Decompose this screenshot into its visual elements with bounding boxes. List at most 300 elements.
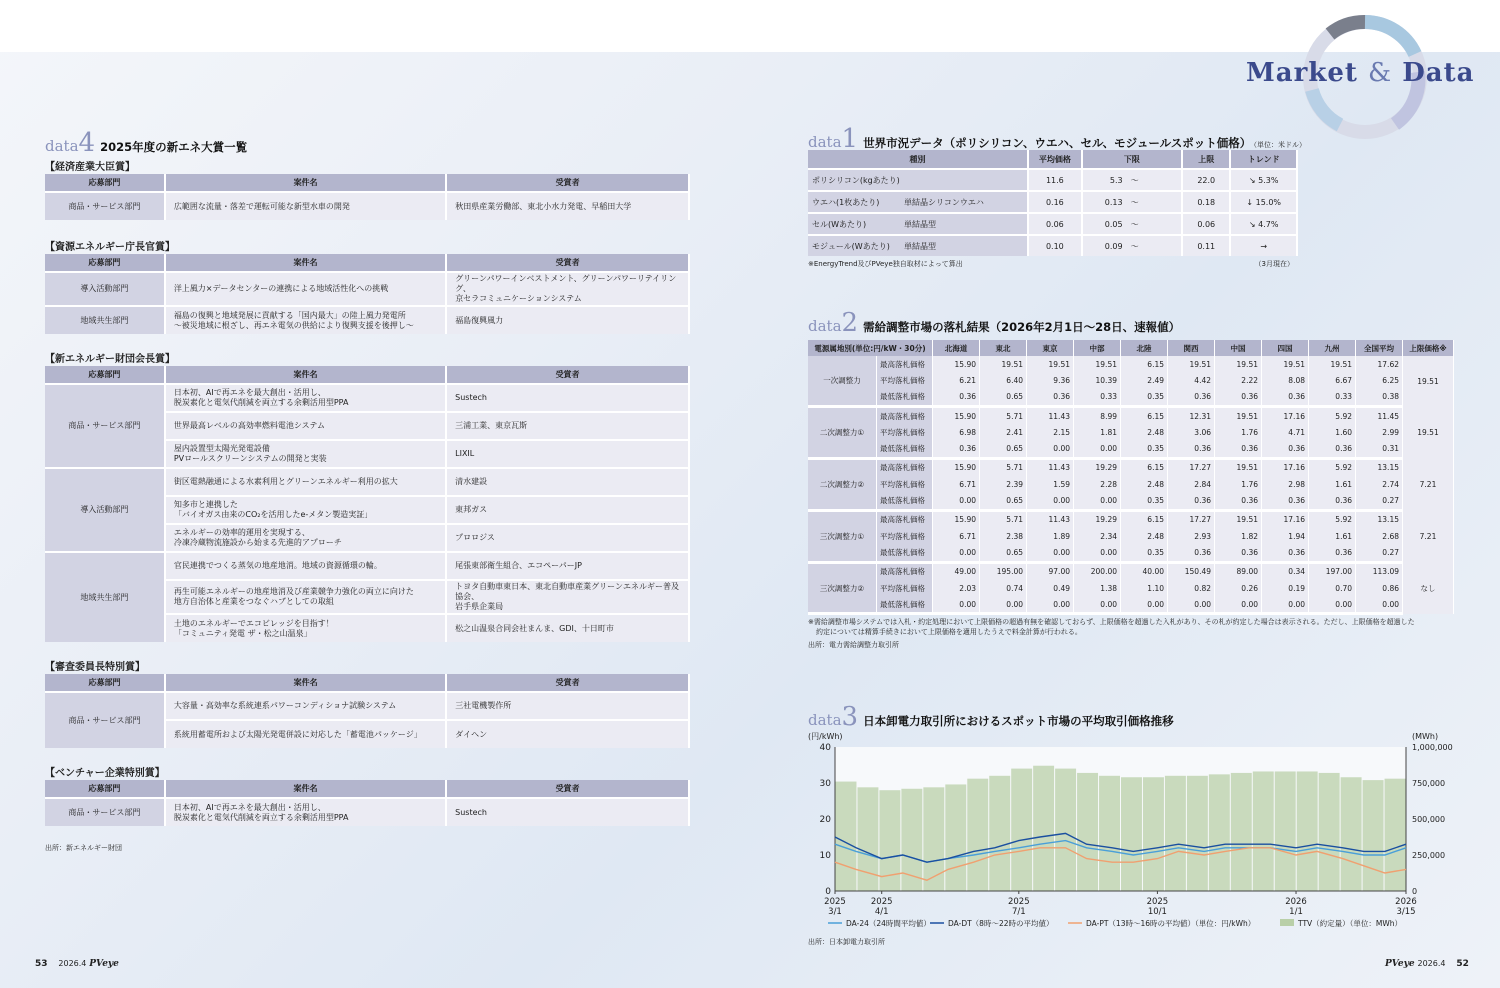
avg-cell: 0.06 bbox=[1028, 213, 1081, 235]
award-project bbox=[165, 692, 446, 720]
market-row bbox=[808, 580, 1454, 596]
price-value: 6.25 bbox=[1356, 372, 1403, 388]
high-cell: 0.18 bbox=[1182, 191, 1230, 213]
spot-price-row bbox=[808, 213, 1297, 235]
price-value: 2.48 bbox=[1121, 528, 1168, 544]
data4-source: 出所：新エネルギー財団 bbox=[45, 844, 122, 852]
award-table bbox=[45, 780, 690, 826]
price-value: 0.65 bbox=[980, 492, 1027, 510]
price-value: 2.48 bbox=[1121, 476, 1168, 492]
data1-label: data1 bbox=[808, 124, 859, 154]
price-value: 0.36 bbox=[1215, 389, 1262, 407]
ttv-bar bbox=[1011, 769, 1032, 891]
y2-tick-label: 1,000,000 bbox=[1412, 743, 1453, 752]
low-value: 5.3 bbox=[1109, 175, 1123, 185]
price-value: 15.90 bbox=[933, 406, 980, 424]
ttv-bar bbox=[923, 787, 944, 891]
market-row bbox=[808, 406, 1454, 424]
data2-note2: 約定については精算手続きにおいて上限価格を適用したうえで料金計算が行われる。 bbox=[816, 628, 1082, 637]
ttv-bar bbox=[1231, 773, 1252, 891]
market-row bbox=[808, 476, 1454, 492]
price-value: 0.00 bbox=[933, 544, 980, 562]
x-tick-year: 2025 bbox=[1146, 897, 1169, 907]
project-line: 「コミュニティ発電 ザ・松之山温泉」 bbox=[173, 628, 312, 638]
price-value: 0.36 bbox=[1262, 389, 1309, 407]
award-project bbox=[165, 524, 446, 552]
data2-section bbox=[808, 308, 1458, 650]
price-value: 0.00 bbox=[933, 492, 980, 510]
price-value: 15.90 bbox=[933, 510, 980, 528]
price-value: 15.90 bbox=[933, 356, 980, 372]
price-label: 最高落札価格 bbox=[877, 458, 933, 476]
price-value: 0.35 bbox=[1121, 544, 1168, 562]
price-value: 0.00 bbox=[1074, 492, 1121, 510]
spot-price-row bbox=[808, 235, 1297, 256]
spot-price-row bbox=[808, 191, 1297, 213]
price-value: 10.39 bbox=[1074, 372, 1121, 388]
price-value: 0.36 bbox=[1215, 440, 1262, 458]
region-header: 北海道 bbox=[933, 340, 980, 356]
brand-right: PVeye bbox=[1385, 959, 1415, 969]
award-row bbox=[45, 798, 689, 826]
market-row bbox=[808, 596, 1454, 614]
price-value: 19.29 bbox=[1074, 458, 1121, 476]
project-line: 大容量・高効率な系統連系パワーコンディショナ試験システム bbox=[173, 701, 397, 710]
item-name: ポリシリコン(kgあたり) bbox=[812, 175, 900, 185]
price-value: 19.51 bbox=[1215, 356, 1262, 372]
winner-line: ダイヘン bbox=[455, 729, 488, 739]
price-value: 0.00 bbox=[1356, 596, 1403, 614]
y2-tick-label: 250,000 bbox=[1412, 851, 1446, 860]
region-header: 上限価格※ bbox=[1403, 340, 1454, 356]
price-value: 2.98 bbox=[1262, 476, 1309, 492]
y-tick-label: 40 bbox=[819, 743, 831, 753]
project-line: 再生可能エネルギーの地産地消及び産業競争力強化の両立に向けた bbox=[173, 587, 414, 596]
price-value: 0.36 bbox=[1309, 492, 1356, 510]
ttv-bar bbox=[1077, 773, 1098, 891]
award-list bbox=[45, 158, 690, 838]
price-value: 1.76 bbox=[1215, 424, 1262, 440]
price-value: 0.65 bbox=[980, 440, 1027, 458]
data4-section bbox=[45, 128, 690, 853]
price-value: 19.51 bbox=[980, 356, 1027, 372]
award-row bbox=[45, 552, 689, 580]
award-table bbox=[45, 366, 690, 642]
award-project bbox=[165, 720, 446, 748]
x-tick-date: 3/1 bbox=[828, 907, 842, 917]
price-value: 11.45 bbox=[1356, 406, 1403, 424]
kind-cell bbox=[808, 191, 1028, 213]
item-name: セル(Wあたり) bbox=[812, 219, 867, 229]
price-value: 19.51 bbox=[1262, 356, 1309, 372]
kind-cell bbox=[808, 169, 1028, 191]
y-tick-label: 30 bbox=[819, 779, 831, 789]
price-label: 平均落札価格 bbox=[877, 528, 933, 544]
award-winner bbox=[446, 580, 689, 614]
price-value: 0.00 bbox=[1121, 596, 1168, 614]
award-category: 導入活動部門 bbox=[45, 468, 165, 552]
award-col-header: 応募部門 bbox=[45, 254, 165, 272]
project-line: 福島の復興と地域発展に貢献する「国内最大」の陸上風力発電所 bbox=[173, 310, 406, 320]
price-label: 平均落札価格 bbox=[877, 476, 933, 492]
award-category: 地域共生部門 bbox=[45, 552, 165, 642]
trend-cell: → bbox=[1230, 235, 1297, 256]
avg-cell: 11.6 bbox=[1028, 169, 1081, 191]
legend-label: TTV（約定量）（単位：MWh） bbox=[1298, 919, 1403, 928]
ttv-bar bbox=[1363, 780, 1384, 891]
price-value: 0.00 bbox=[1074, 544, 1121, 562]
ttv-bar bbox=[1099, 776, 1120, 891]
award-col-header: 案件名 bbox=[165, 254, 446, 272]
upper-price: 7.21 bbox=[1403, 458, 1454, 510]
ttv-bar bbox=[1275, 771, 1296, 891]
award-project bbox=[165, 440, 446, 468]
legend-label: DA-PT（13時～16時の平均値）（単位：円/kWh） bbox=[1086, 919, 1256, 928]
winner-line: 尾張東部衛生組合、エコペーパーJP bbox=[455, 561, 582, 570]
award-title: 【ベンチャー企業特別賞】 bbox=[45, 768, 165, 779]
price-label: 最高落札価格 bbox=[877, 562, 933, 580]
price-label: 最低落札価格 bbox=[877, 389, 933, 407]
price-value: 0.35 bbox=[1121, 440, 1168, 458]
ttv-bar bbox=[945, 784, 966, 891]
price-value: 0.35 bbox=[1121, 492, 1168, 510]
award-col-header: 応募部門 bbox=[45, 174, 165, 192]
price-value: 0.00 bbox=[1027, 492, 1074, 510]
market-row bbox=[808, 510, 1454, 528]
high-cell: 0.11 bbox=[1182, 235, 1230, 256]
kind-cell bbox=[808, 213, 1028, 235]
award-col-header: 受賞者 bbox=[446, 674, 689, 692]
winner-line: Sustech bbox=[455, 393, 487, 402]
project-line: 土地のエネルギーでエコビレッジを目指す！ bbox=[173, 618, 334, 628]
award-col-header: 受賞者 bbox=[446, 174, 689, 192]
price-value: 0.19 bbox=[1262, 580, 1309, 596]
data1-section bbox=[808, 124, 1306, 273]
price-value: 2.99 bbox=[1356, 424, 1403, 440]
project-line: 街区電熱融通による水素利用とグリーンエネルギー利用の拡大 bbox=[173, 477, 398, 486]
award-title: 【経済産業大臣賞】 bbox=[45, 162, 135, 173]
upper-price: 19.51 bbox=[1403, 406, 1454, 458]
range-cell bbox=[1082, 169, 1182, 191]
price-value: 17.27 bbox=[1168, 458, 1215, 476]
price-value: 0.36 bbox=[1262, 544, 1309, 562]
award-project bbox=[165, 412, 446, 440]
award-col-header: 受賞者 bbox=[446, 254, 689, 272]
y2-tick-label: 750,000 bbox=[1412, 779, 1446, 788]
price-value: 11.43 bbox=[1027, 458, 1074, 476]
price-value: 0.65 bbox=[980, 544, 1027, 562]
price-value: 0.27 bbox=[1356, 492, 1403, 510]
legend-swatch bbox=[1280, 919, 1294, 926]
price-value: 15.90 bbox=[933, 458, 980, 476]
price-value: 19.51 bbox=[1215, 458, 1262, 476]
price-value: 6.71 bbox=[933, 476, 980, 492]
award-table bbox=[45, 254, 690, 334]
price-value: 0.00 bbox=[1074, 596, 1121, 614]
award-category: 地域共生部門 bbox=[45, 306, 165, 334]
price-value: 150.49 bbox=[1168, 562, 1215, 580]
jepx-price-chart bbox=[800, 728, 1460, 950]
award-project bbox=[165, 552, 446, 580]
col-avg: 平均価格 bbox=[1028, 150, 1081, 169]
price-value: 1.59 bbox=[1027, 476, 1074, 492]
ttv-bar bbox=[1385, 779, 1406, 891]
price-label: 最高落札価格 bbox=[877, 356, 933, 372]
price-value: 0.33 bbox=[1309, 389, 1356, 407]
price-value: 6.15 bbox=[1121, 356, 1168, 372]
data3-source: 出所：日本卸電力取引所 bbox=[808, 938, 885, 946]
price-value: 17.16 bbox=[1262, 458, 1309, 476]
range-cell bbox=[1082, 213, 1182, 235]
col-trend: トレンド bbox=[1230, 150, 1297, 169]
winner-line: 清水建設 bbox=[455, 477, 488, 486]
price-value: 0.36 bbox=[1168, 389, 1215, 407]
project-line: 日本初、AIで再エネを最大創出・活用し、 bbox=[173, 388, 326, 397]
y-tick-label: 20 bbox=[819, 815, 831, 825]
page-number-left: 53 bbox=[35, 959, 48, 969]
footer-left bbox=[35, 959, 119, 969]
award-winner bbox=[446, 192, 689, 220]
price-value: 6.98 bbox=[933, 424, 980, 440]
price-value: 49.00 bbox=[933, 562, 980, 580]
award-title: 【資源エネルギー庁長官賞】 bbox=[45, 242, 175, 253]
price-label: 最低落札価格 bbox=[877, 440, 933, 458]
price-value: 6.15 bbox=[1121, 406, 1168, 424]
price-value: 0.36 bbox=[1168, 492, 1215, 510]
price-value: 19.29 bbox=[1074, 510, 1121, 528]
price-value: 0.00 bbox=[1027, 596, 1074, 614]
price-value: 13.15 bbox=[1356, 510, 1403, 528]
winner-line: 京セラコミュニケーションシステム bbox=[455, 294, 582, 303]
kind-cell bbox=[808, 235, 1028, 256]
price-value: 0.34 bbox=[1262, 562, 1309, 580]
x-tick-year: 2025 bbox=[824, 897, 846, 907]
price-value: 2.15 bbox=[1027, 424, 1074, 440]
price-value: 2.28 bbox=[1074, 476, 1121, 492]
award-winner bbox=[446, 552, 689, 580]
price-value: 6.67 bbox=[1309, 372, 1356, 388]
winner-line: プロロジス bbox=[455, 533, 495, 542]
price-value: 19.51 bbox=[1074, 356, 1121, 372]
data3-label: data3 bbox=[808, 702, 859, 732]
x-tick-date: 7/1 bbox=[1011, 907, 1026, 917]
award-winner bbox=[446, 440, 689, 468]
region-header: 北陸 bbox=[1121, 340, 1168, 356]
y2-tick-label: 500,000 bbox=[1412, 815, 1446, 824]
group-name: 三次調整力② bbox=[819, 583, 865, 593]
award-category: 導入活動部門 bbox=[45, 272, 165, 306]
price-value: 0.36 bbox=[1027, 389, 1074, 407]
project-line: 日本初、AIで再エネを最大創出・活用し、 bbox=[173, 802, 326, 812]
price-value: 0.00 bbox=[1027, 440, 1074, 458]
col-low: 下限 bbox=[1082, 150, 1182, 169]
low-value: 0.09 bbox=[1104, 241, 1123, 251]
price-value: 2.93 bbox=[1168, 528, 1215, 544]
avg-cell: 0.16 bbox=[1028, 191, 1081, 213]
market-row bbox=[808, 544, 1454, 562]
price-value: 1.89 bbox=[1027, 528, 1074, 544]
price-label: 最低落札価格 bbox=[877, 492, 933, 510]
page-number-right: 52 bbox=[1456, 959, 1469, 969]
award-col-header: 応募部門 bbox=[45, 780, 165, 798]
x-tick-date: 3/15 bbox=[1396, 907, 1416, 917]
price-value: 2.39 bbox=[980, 476, 1027, 492]
data1-note: ※EnergyTrend及びPVeye独自取材によって算出 bbox=[808, 260, 963, 268]
tilde: ～ bbox=[1130, 175, 1139, 185]
winner-line: トヨタ自動車東日本、東北自動車産業グリーンエネルギー普及協会、 bbox=[455, 582, 679, 601]
award-project bbox=[165, 384, 446, 412]
region-header: 九州 bbox=[1309, 340, 1356, 356]
project-line: PVロールスクリーンシステムの開発と実装 bbox=[173, 454, 327, 463]
group-name: 二次調整力① bbox=[819, 427, 865, 437]
award-row bbox=[45, 306, 689, 334]
award-row bbox=[45, 192, 689, 220]
price-value: 2.03 bbox=[933, 580, 980, 596]
ttv-bar bbox=[989, 776, 1010, 891]
spot-price-row bbox=[808, 169, 1297, 191]
price-value: 0.00 bbox=[980, 596, 1027, 614]
winner-line: 岩手県企業局 bbox=[455, 602, 504, 611]
ttv-bar bbox=[1319, 773, 1340, 891]
data4-heading bbox=[45, 128, 690, 158]
x-tick-year: 2026 bbox=[1285, 897, 1307, 907]
data1-asof: （3月現在） bbox=[1254, 260, 1294, 268]
price-value: 0.00 bbox=[933, 596, 980, 614]
award-winner bbox=[446, 798, 689, 826]
market-group bbox=[808, 356, 877, 406]
price-value: 1.61 bbox=[1309, 528, 1356, 544]
price-value: 0.36 bbox=[933, 440, 980, 458]
winner-line: Sustech bbox=[455, 807, 487, 817]
price-label: 平均落札価格 bbox=[877, 424, 933, 440]
price-value: 0.49 bbox=[1027, 580, 1074, 596]
price-value: 0.27 bbox=[1356, 544, 1403, 562]
issue-right: 2026.4 bbox=[1417, 959, 1446, 968]
price-value: 195.00 bbox=[980, 562, 1027, 580]
ttv-bar bbox=[1253, 771, 1274, 891]
award-winner bbox=[446, 306, 689, 334]
x-tick-year: 2025 bbox=[1007, 897, 1030, 907]
upper-price: 7.21 bbox=[1403, 510, 1454, 562]
price-value: 97.00 bbox=[1027, 562, 1074, 580]
market-row bbox=[808, 356, 1454, 372]
price-value: 19.51 bbox=[1168, 356, 1215, 372]
project-line: 脱炭素化と電気代削減を両立する余剰活用型PPA bbox=[173, 812, 349, 822]
data3-heading bbox=[808, 702, 1468, 732]
winner-line: 福島復興風力 bbox=[455, 315, 504, 325]
award-category: 商品・サービス部門 bbox=[45, 798, 165, 826]
market-row bbox=[808, 528, 1454, 544]
price-value: 0.35 bbox=[1121, 389, 1168, 407]
data1-title: 世界市況データ（ポリシリコン、ウエハ、セル、モジュールスポット価格） bbox=[863, 136, 1252, 150]
award-project bbox=[165, 496, 446, 524]
price-value: 1.81 bbox=[1074, 424, 1121, 440]
winner-line: 東邦ガス bbox=[455, 505, 488, 514]
market-row bbox=[808, 424, 1454, 440]
data2-note1: ※需給調整市場システムでは入札・約定処理において上限価格の超過有無を確認しておらず、上限価格を超過した入札があり、その札が約定した場合は表示される。ただし、上限価格を超過した bbox=[808, 618, 1415, 627]
price-value: 17.16 bbox=[1262, 510, 1309, 528]
award-col-header: 受賞者 bbox=[446, 780, 689, 798]
item-sub: 単結晶型 bbox=[904, 241, 936, 251]
award-winner bbox=[446, 384, 689, 412]
project-line: 系統用蓄電所および太陽光発電併設に対応した「蓄電池パッケージ」 bbox=[173, 729, 422, 739]
ttv-bar bbox=[1209, 774, 1230, 891]
ttv-bar bbox=[967, 779, 988, 891]
award-winner bbox=[446, 412, 689, 440]
project-line: 屋内設置型太陽光発電設備 bbox=[173, 444, 270, 453]
group-name: 一次調整力 bbox=[823, 375, 861, 385]
issue-left: 2026.4 bbox=[58, 959, 87, 968]
market-row bbox=[808, 389, 1454, 407]
award-project bbox=[165, 272, 446, 306]
market-group bbox=[808, 406, 877, 458]
high-cell: 22.0 bbox=[1182, 169, 1230, 191]
price-value: 6.15 bbox=[1121, 458, 1168, 476]
col-high: 上限 bbox=[1182, 150, 1230, 169]
region-header: 関西 bbox=[1168, 340, 1215, 356]
price-value: 4.42 bbox=[1168, 372, 1215, 388]
item-sub: 単結晶シリコンウエハ bbox=[904, 197, 984, 207]
price-value: 0.36 bbox=[1215, 544, 1262, 562]
price-value: 1.94 bbox=[1262, 528, 1309, 544]
top-band bbox=[0, 0, 1500, 52]
y2-tick-label: 0 bbox=[1412, 887, 1418, 896]
award-winner bbox=[446, 496, 689, 524]
price-value: 0.70 bbox=[1309, 580, 1356, 596]
price-value: 19.51 bbox=[1215, 406, 1262, 424]
group-name: 二次調整力② bbox=[819, 479, 865, 489]
market-row bbox=[808, 562, 1454, 580]
price-value: 2.22 bbox=[1215, 372, 1262, 388]
region-header: 電源属地別(単位:円/kW・30分) bbox=[808, 340, 933, 356]
winner-line: 三浦工業、東京瓦斯 bbox=[455, 421, 528, 430]
award-col-header: 応募部門 bbox=[45, 366, 165, 384]
price-value: 0.36 bbox=[1215, 492, 1262, 510]
price-value: 2.48 bbox=[1121, 424, 1168, 440]
price-value: 0.00 bbox=[1262, 596, 1309, 614]
project-line: 「バイオガス由来のCO₂を活用したe-メタン製造実証」 bbox=[173, 510, 373, 519]
ttv-bar bbox=[1121, 777, 1142, 891]
award-winner bbox=[446, 524, 689, 552]
price-value: 0.86 bbox=[1356, 580, 1403, 596]
trend-cell: ↘ 5.3% bbox=[1230, 169, 1297, 191]
price-value: 0.36 bbox=[1262, 492, 1309, 510]
project-line: 地方自治体と産業をつなぐハブとしての取組 bbox=[173, 597, 334, 606]
project-line: ～被災地域に根ざし、再エネ電気の供給により復興支援を後押し～ bbox=[173, 320, 414, 330]
price-label: 最低落札価格 bbox=[877, 596, 933, 614]
award-row bbox=[45, 384, 689, 412]
x-tick-year: 2025 bbox=[870, 897, 893, 907]
region-header: 全国平均 bbox=[1356, 340, 1403, 356]
price-value: 1.38 bbox=[1074, 580, 1121, 596]
price-value: 1.60 bbox=[1309, 424, 1356, 440]
price-value: 0.65 bbox=[980, 389, 1027, 407]
price-value: 0.36 bbox=[1168, 440, 1215, 458]
award-project bbox=[165, 798, 446, 826]
project-line: 知多市と連携した bbox=[173, 500, 238, 509]
price-value: 8.99 bbox=[1074, 406, 1121, 424]
x-tick-date: 1/1 bbox=[1289, 907, 1303, 917]
data3-title: 日本卸電力取引所におけるスポット市場の平均取引価格推移 bbox=[863, 714, 1174, 728]
ttv-bar bbox=[1341, 777, 1362, 891]
spot-price-table bbox=[808, 150, 1298, 256]
data4-label: data4 bbox=[45, 128, 96, 158]
winner-line: 松之山温泉合同会社まんま、GDI、十日町市 bbox=[455, 623, 614, 633]
award-col-header: 受賞者 bbox=[446, 366, 689, 384]
ttv-bar bbox=[836, 782, 857, 891]
price-value: 1.82 bbox=[1215, 528, 1262, 544]
range-cell bbox=[1082, 191, 1182, 213]
